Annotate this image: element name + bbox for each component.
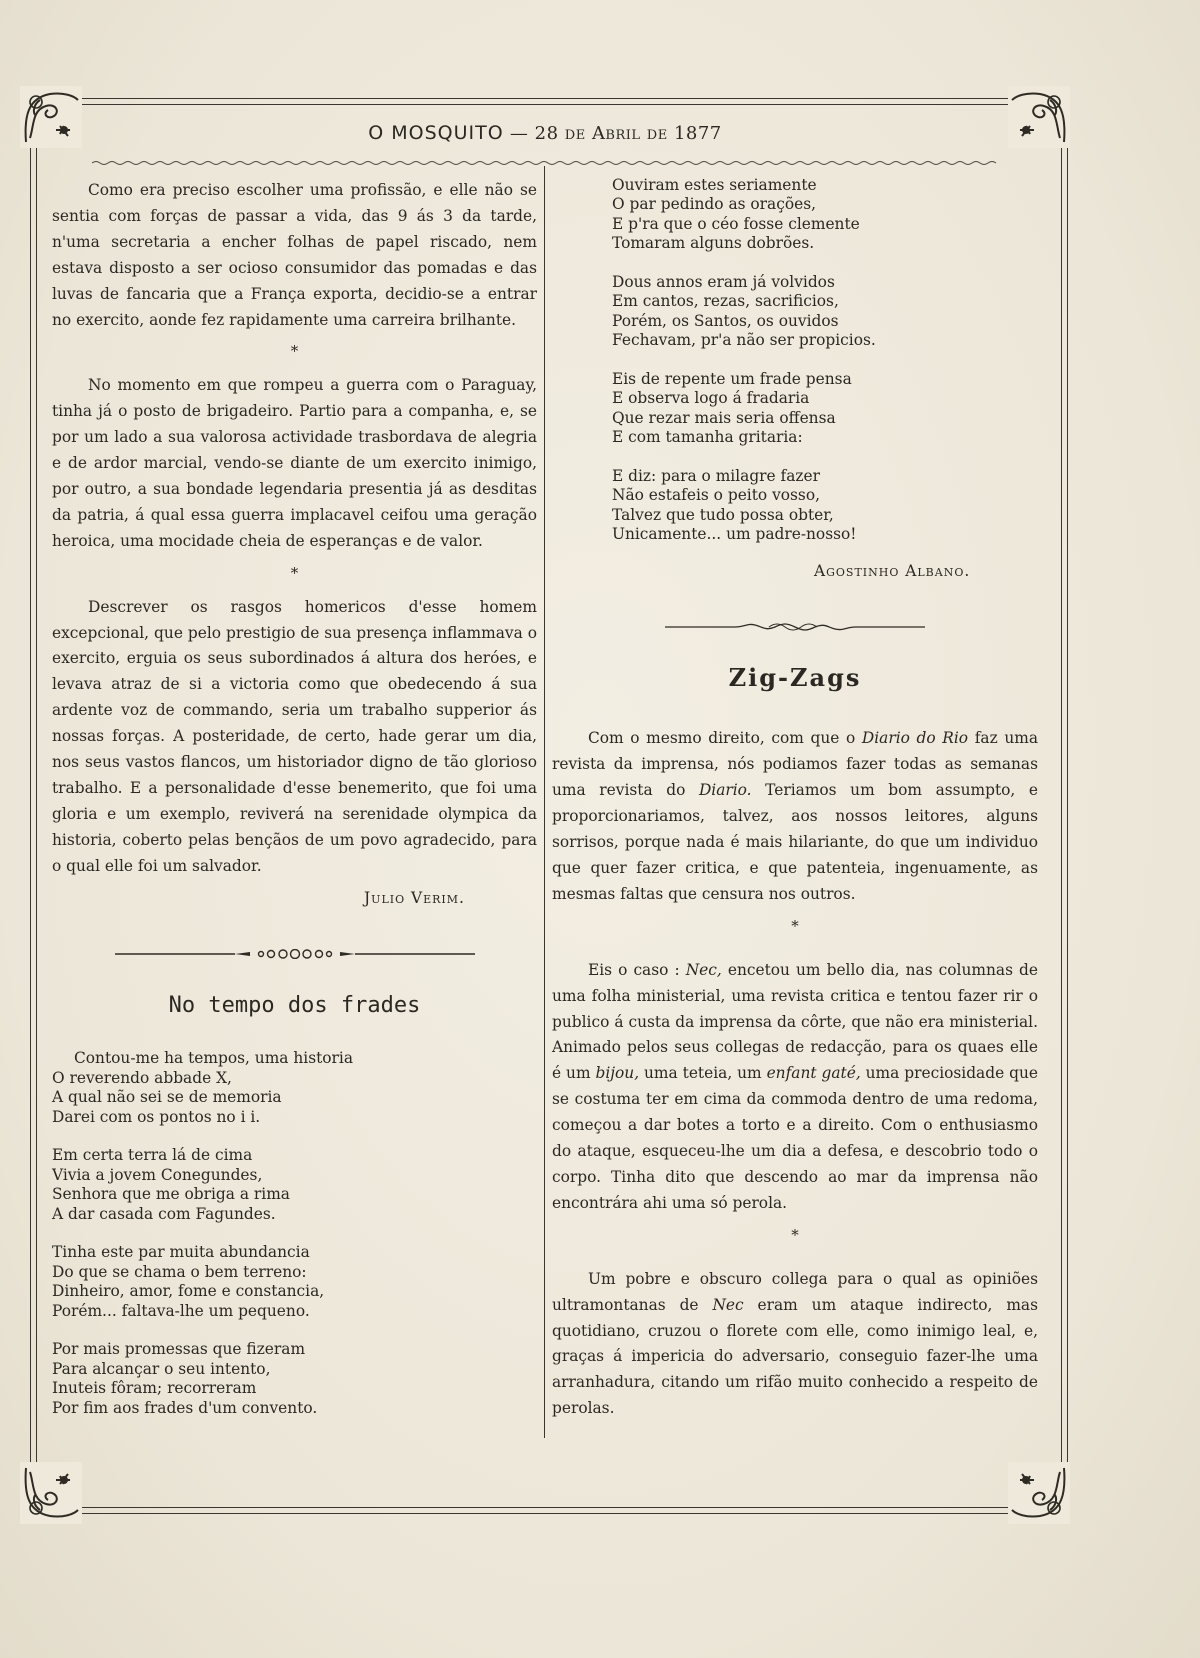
poem-line: E p'ra que o céo fosse clemente (612, 214, 860, 233)
poem-stanza (612, 273, 1038, 351)
header-dash: — (509, 123, 529, 144)
poem-line: Ouviram estes seriamente (612, 176, 817, 194)
poem-line: Para alcançar o seu intento, (52, 1359, 271, 1378)
poem-line: Eis de repente um frade pensa (612, 370, 852, 389)
poem-stanza (52, 1146, 537, 1224)
corner-ornament-icon (20, 1462, 82, 1524)
left-column (52, 178, 537, 1418)
poem-line: Tomaram alguns dobrões. (612, 234, 815, 253)
poem-line: Tinha este par muita abundancia (52, 1243, 310, 1262)
poem-left (52, 1049, 537, 1418)
header-wavy-rule (92, 160, 998, 166)
divider-ornament-icon (665, 621, 925, 633)
author-signature: Julio Verim. (364, 888, 465, 907)
poem-line: Darei com os pontos no i i. (52, 1107, 261, 1126)
poem-line: Dous annos eram já volvidos (612, 273, 835, 292)
poem-line: Vivia a jovem Conegundes, (52, 1165, 263, 1184)
header-de: de (646, 123, 668, 144)
article-paragraph: Um pobre e obscuro collega para o qual as opiniões ultramontanas de Nec eram um ataque indirecto, mas quotidiano, cruzou o florete com elle, como inimigo leal, e, graças á impericia do adversario, conseguio fazer-lhe uma arranhadura, citando um rifão muito conhecido a respeito de perolas. (552, 1269, 1038, 1418)
column-divider (544, 166, 545, 1438)
poem-line: Senhora que me obriga a rima (52, 1185, 290, 1204)
poem-line: E diz: para o milagre fazer (612, 467, 820, 486)
section-title: Zig-Zags (728, 662, 862, 692)
article-paragraph: Eis o caso : Nec, encetou um bello dia, nas columnas de uma folha ministerial, uma revista critica e tentou fazer rir o publico á custa da imprensa da côrte, que não era ministerial. Animado pelos seus collegas de redacção, para os quaes elle é um bijou, uma teteia, um enfant gaté, uma preciosidade que se costuma ter em cima da commoda dentro de uma redoma, começou a dar botes a torto e a direito. Com o enthusiasmo do ataque, esqueceu-lhe um dia a defesa, e descobrio todo o corpo. Tinha dito que descendo ao mar da imprensa não encontrára ahi uma só perola. (552, 960, 1038, 1212)
right-column (552, 176, 1038, 1422)
poem-line: E com tamanha gritaria: (612, 428, 803, 447)
poem-line: Em certa terra lá de cima (52, 1146, 253, 1165)
section-asterisk: * (791, 1225, 799, 1244)
poem-line: Não estafeis o peito vosso, (612, 486, 820, 505)
poem-stanza (612, 370, 1038, 448)
poem-line: Inuteis fôram; recorreram (52, 1379, 257, 1398)
poem-line: Talvez que tudo possa obter, (612, 505, 834, 524)
author-signature: Agostinho Albano. (814, 561, 971, 580)
poem-line: Contou-me ha tempos, uma historia (74, 1049, 353, 1068)
article-paragraph: Como era preciso escolher uma profissão, e elle não se sentia com forças de passar a vida, das 9 ás 3 da tarde, n'uma secretaria a encher folhas de papel riscado, nem estava disposto a ser ocioso consumidor das pomadas e das luvas de fancaria que a França exporta, decidio-se a entrar no exercito, aonde fez rapidamente uma carreira brilhante. (52, 181, 537, 329)
section-asterisk: * (290, 342, 299, 361)
header-month: Abril (591, 123, 641, 144)
corner-ornament-icon (20, 86, 82, 148)
article-paragraph: Com o mesmo direito, com que o Diario do Rio faz uma revista da imprensa, nós podiamos fazer todas as semanas uma revista do Diario. Teriamos um bom assumpto, e proporcionariamos, talvez, aos nossos leitores, alguns sorrisos, porque nada é mais hilariante, do que um individuo que quer fazer critica, e que patenteia, ingenuamente, as mesmas faltas que censura nos outros. (552, 729, 1039, 903)
header-year: 1877 (673, 123, 722, 144)
poem-line: Porém... faltava-lhe um pequeno. (52, 1301, 310, 1320)
poem-stanza (52, 1340, 537, 1418)
poem-stanza (52, 1243, 537, 1321)
section-asterisk: * (791, 916, 799, 935)
corner-ornament-icon (1008, 1462, 1070, 1524)
corner-ornament-icon (1008, 86, 1070, 148)
poem-line: Por mais promessas que fizeram (52, 1340, 306, 1359)
poem-line: Que rezar mais seria offensa (612, 408, 836, 427)
article-paragraph: No momento em que rompeu a guerra com o Paraguay, tinha já o posto de brigadeiro. Partio para a companha, e, se por um lado a sua valorosa actividade trasbordava de alegria e de ardor marcial, vendo-se diante de um exercito inimigo, por outro, a sua bondade legendaria presentia já as desditas da patria, á qual essa guerra implacavel ceifou uma geração heroica, uma mocidade cheia de esperanças e de valor. (52, 376, 537, 550)
poem-stanza (52, 1049, 537, 1127)
page-header (90, 122, 1000, 152)
masthead: O MOSQUITO (368, 122, 504, 144)
section-asterisk: * (290, 563, 299, 582)
divider-ornament-icon (115, 949, 475, 959)
poem-line: Dinheiro, amor, fome e constancia, (52, 1282, 325, 1301)
poem-line: A qual não sei se de memoria (52, 1088, 282, 1107)
poem-line: O reverendo abbade X, (52, 1068, 232, 1087)
poem-stanza (612, 467, 1038, 545)
poem-line: E observa logo á fradaria (612, 389, 810, 408)
poem-line: Por fim aos frades d'um convento. (52, 1398, 318, 1417)
poem-line: A dar casada com Fagundes. (52, 1204, 276, 1223)
poem-stanza (612, 176, 1038, 254)
poem-continued (552, 176, 1038, 545)
header-de: de (564, 123, 586, 144)
header-day: 28 (534, 123, 559, 144)
poem-line: Unicamente... um padre-nosso! (612, 525, 857, 544)
poem-line: Porém, os Santos, os ouvidos (612, 311, 839, 330)
article-paragraph: Descrever os rasgos homericos d'esse homem excepcional, que pelo prestigio de sua presença inflammava o exercito, erguia os seus subordinados á altura dos heróes, e levava atraz de si a victoria como que obedecendo á sua ardente voz de commando, seria um trabalho supperior ás nossas forças. A posteridade, de certo, hade gerar um dia, nos seus vastos flancos, um historiador digno de tão glorioso trabalho. E a personalidade d'esse benemerito, que foi uma gloria e um exemplo, reviverá na serenidade olympica da historia, coberto pelas bençãos de um povo agradecido, para o qual elle foi um salvador. (52, 597, 537, 875)
poem-line: Fechavam, pr'a não ser propicios. (612, 331, 876, 350)
poem-line: Em cantos, rezas, sacrificios, (612, 292, 839, 311)
poem-title: No tempo dos frades (168, 993, 421, 1019)
poem-line: Do que se chama o bem terreno: (52, 1262, 307, 1281)
poem-line: O par pedindo as orações, (612, 195, 816, 214)
